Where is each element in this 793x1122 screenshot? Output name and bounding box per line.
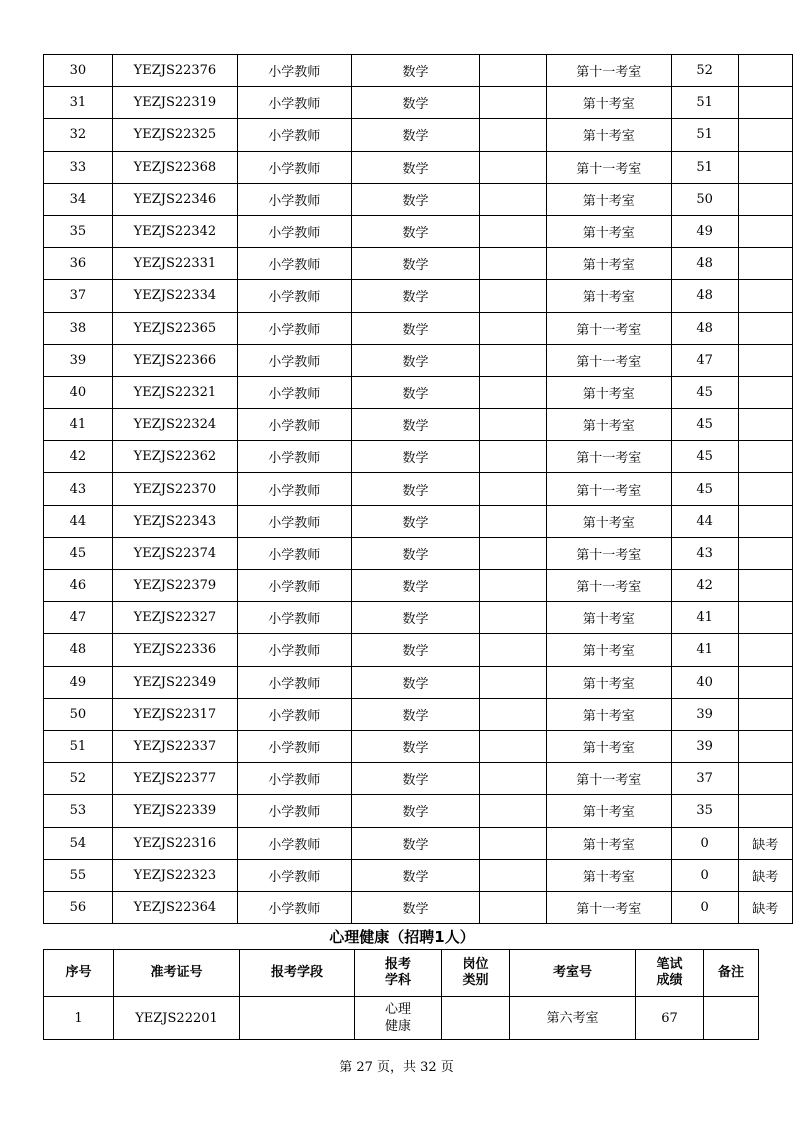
seq-cell: 42: [44, 441, 113, 473]
table-row: [44, 891, 793, 923]
seq-cell: 50: [44, 698, 113, 730]
exam-room-cell: 第十一考室: [546, 312, 671, 344]
score-cell: 49: [671, 215, 738, 247]
subject-cell: 数学: [351, 312, 480, 344]
seq-cell: 38: [44, 312, 113, 344]
column-header: 考室号: [510, 950, 636, 997]
table-row: [44, 215, 793, 247]
exam-room-cell: 第十一考室: [546, 891, 671, 923]
table-row: [44, 666, 793, 698]
stage-cell: 小学教师: [237, 505, 351, 537]
stage-cell: 小学教师: [237, 280, 351, 312]
stage-cell: 小学教师: [237, 698, 351, 730]
remark-cell: [738, 87, 792, 119]
score-cell: 45: [671, 441, 738, 473]
score-cell: 51: [671, 87, 738, 119]
post-type-cell: [480, 248, 547, 280]
seq-cell: 1: [44, 997, 114, 1040]
score-cell: 0: [671, 891, 738, 923]
exam-room-cell: 第十考室: [546, 795, 671, 827]
score-cell: 48: [671, 248, 738, 280]
score-cell: 42: [671, 570, 738, 602]
seq-cell: 49: [44, 666, 113, 698]
table-row: [44, 795, 793, 827]
post-type-cell: [480, 119, 547, 151]
seq-cell: 40: [44, 376, 113, 408]
seq-cell: 43: [44, 473, 113, 505]
exam-room-cell: 第十一考室: [546, 55, 671, 87]
page-footer: 第 27 页，共 32 页: [339, 1060, 454, 1075]
ticket-number-cell: YEZJS22324: [112, 409, 237, 441]
table-row: [44, 698, 793, 730]
exam-room-cell: 第十一考室: [546, 570, 671, 602]
score-cell: 43: [671, 537, 738, 569]
post-type-cell: [480, 441, 547, 473]
ticket-number-cell: YEZJS22323: [112, 859, 237, 891]
remark-cell: [738, 409, 792, 441]
exam-room-cell: 第十考室: [546, 119, 671, 151]
score-table-body: [44, 55, 793, 924]
subject-cell: 数学: [351, 248, 480, 280]
exam-room-cell: 第十考室: [546, 859, 671, 891]
subject-cell: 数学: [351, 570, 480, 602]
ticket-number-cell: YEZJS22346: [112, 183, 237, 215]
ticket-number-cell: YEZJS22317: [112, 698, 237, 730]
table-row: [44, 119, 793, 151]
post-type-cell: [480, 87, 547, 119]
section-table-header: [44, 950, 759, 997]
exam-room-cell: 第十一考室: [546, 763, 671, 795]
exam-room-cell: 第十考室: [546, 376, 671, 408]
table-row: [44, 248, 793, 280]
exam-room-cell: 第十考室: [546, 730, 671, 762]
seq-cell: 46: [44, 570, 113, 602]
ticket-number-cell: YEZJS22343: [112, 505, 237, 537]
exam-room-cell: 第十考室: [546, 634, 671, 666]
ticket-number-cell: YEZJS22201: [114, 997, 240, 1040]
seq-cell: 31: [44, 87, 113, 119]
post-type-cell: [480, 570, 547, 602]
column-header: 备注: [704, 950, 759, 997]
stage-cell: 小学教师: [237, 215, 351, 247]
subject-cell: 数学: [351, 537, 480, 569]
subject-cell: 数学: [351, 441, 480, 473]
remark-cell: [738, 473, 792, 505]
ticket-number-cell: YEZJS22339: [112, 795, 237, 827]
score-cell: 41: [671, 634, 738, 666]
score-cell: 39: [671, 698, 738, 730]
post-type-cell: [480, 151, 547, 183]
score-table: [43, 54, 793, 924]
exam-room-cell: 第十考室: [546, 827, 671, 859]
table-row: [44, 730, 793, 762]
table-row: [44, 997, 759, 1040]
score-cell: 40: [671, 666, 738, 698]
column-header: 岗位 类别: [442, 950, 510, 997]
score-cell: 39: [671, 730, 738, 762]
post-type-cell: [480, 827, 547, 859]
table-row: [44, 151, 793, 183]
stage-cell: 小学教师: [237, 730, 351, 762]
post-type-cell: [480, 344, 547, 376]
seq-cell: 30: [44, 55, 113, 87]
seq-cell: 51: [44, 730, 113, 762]
exam-room-cell: 第十考室: [546, 215, 671, 247]
post-type-cell: [480, 666, 547, 698]
table-row: [44, 505, 793, 537]
stage-cell: 小学教师: [237, 119, 351, 151]
subject-cell: 数学: [351, 344, 480, 376]
score-cell: 48: [671, 312, 738, 344]
ticket-number-cell: YEZJS22364: [112, 891, 237, 923]
score-cell: 35: [671, 795, 738, 827]
ticket-number-cell: YEZJS22325: [112, 119, 237, 151]
score-cell: 50: [671, 183, 738, 215]
seq-cell: 55: [44, 859, 113, 891]
remark-cell: [738, 376, 792, 408]
ticket-number-cell: YEZJS22349: [112, 666, 237, 698]
ticket-number-cell: YEZJS22370: [112, 473, 237, 505]
stage-cell: 小学教师: [237, 795, 351, 827]
remark-cell: 缺考: [738, 891, 792, 923]
remark-cell: [738, 795, 792, 827]
ticket-number-cell: YEZJS22331: [112, 248, 237, 280]
exam-room-cell: 第十考室: [546, 409, 671, 441]
post-type-cell: [480, 215, 547, 247]
post-type-cell: [480, 537, 547, 569]
exam-room-cell: 第十一考室: [546, 473, 671, 505]
subject-cell: 数学: [351, 505, 480, 537]
stage-cell: 小学教师: [237, 763, 351, 795]
seq-cell: 56: [44, 891, 113, 923]
exam-room-cell: 第六考室: [510, 997, 636, 1040]
table-row: [44, 376, 793, 408]
post-type-cell: [480, 698, 547, 730]
subject-cell: 数学: [351, 409, 480, 441]
subject-cell: 数学: [351, 827, 480, 859]
table-row: [44, 183, 793, 215]
stage-cell: 小学教师: [237, 344, 351, 376]
subject-cell: 数学: [351, 215, 480, 247]
seq-cell: 54: [44, 827, 113, 859]
post-type-cell: [480, 376, 547, 408]
stage-cell: 小学教师: [237, 473, 351, 505]
subject-cell: 数学: [351, 151, 480, 183]
ticket-number-cell: YEZJS22337: [112, 730, 237, 762]
table-row: [44, 344, 793, 376]
remark-cell: [738, 215, 792, 247]
exam-room-cell: 第十考室: [546, 248, 671, 280]
remark-cell: [738, 55, 792, 87]
remark-cell: [738, 666, 792, 698]
stage-cell: 小学教师: [237, 87, 351, 119]
score-cell: 44: [671, 505, 738, 537]
post-type-cell: [480, 473, 547, 505]
exam-room-cell: 第十一考室: [546, 344, 671, 376]
remark-cell: [738, 602, 792, 634]
seq-cell: 39: [44, 344, 113, 376]
stage-cell: 小学教师: [237, 151, 351, 183]
remark-cell: [738, 763, 792, 795]
seq-cell: 32: [44, 119, 113, 151]
subject-cell: 数学: [351, 183, 480, 215]
table-row: [44, 537, 793, 569]
ticket-number-cell: YEZJS22379: [112, 570, 237, 602]
remark-cell: [738, 151, 792, 183]
post-type-cell: [480, 795, 547, 827]
column-header: 报考学段: [240, 950, 355, 997]
stage-cell: 小学教师: [237, 248, 351, 280]
stage-cell: 小学教师: [237, 55, 351, 87]
post-type-cell: [480, 183, 547, 215]
subject-cell: 数学: [351, 891, 480, 923]
exam-room-cell: 第十一考室: [546, 441, 671, 473]
exam-room-cell: 第十考室: [546, 183, 671, 215]
ticket-number-cell: YEZJS22319: [112, 87, 237, 119]
table-row: [44, 859, 793, 891]
post-type-cell: [480, 312, 547, 344]
table-row: [44, 634, 793, 666]
stage-cell: 小学教师: [237, 409, 351, 441]
stage-cell: [240, 997, 355, 1040]
ticket-number-cell: YEZJS22316: [112, 827, 237, 859]
column-header: 序号: [44, 950, 114, 997]
table-row: [44, 441, 793, 473]
stage-cell: 小学教师: [237, 312, 351, 344]
exam-room-cell: 第十一考室: [546, 151, 671, 183]
remark-cell: [738, 730, 792, 762]
ticket-number-cell: YEZJS22374: [112, 537, 237, 569]
post-type-cell: [480, 730, 547, 762]
ticket-number-cell: YEZJS22334: [112, 280, 237, 312]
post-type-cell: [480, 634, 547, 666]
seq-cell: 41: [44, 409, 113, 441]
seq-cell: 33: [44, 151, 113, 183]
remark-cell: [738, 344, 792, 376]
section-title: 心理健康（招聘1人）: [329, 928, 475, 946]
subject-cell: 数学: [351, 119, 480, 151]
column-header: 准考证号: [114, 950, 240, 997]
score-cell: 51: [671, 119, 738, 151]
score-cell: 45: [671, 409, 738, 441]
ticket-number-cell: YEZJS22342: [112, 215, 237, 247]
remark-cell: 缺考: [738, 827, 792, 859]
seq-cell: 34: [44, 183, 113, 215]
stage-cell: 小学教师: [237, 376, 351, 408]
ticket-number-cell: YEZJS22336: [112, 634, 237, 666]
seq-cell: 44: [44, 505, 113, 537]
score-cell: 47: [671, 344, 738, 376]
remark-cell: [704, 997, 759, 1040]
score-cell: 52: [671, 55, 738, 87]
seq-cell: 53: [44, 795, 113, 827]
subject-cell: 心理 健康: [355, 997, 442, 1040]
score-cell: 51: [671, 151, 738, 183]
subject-cell: 数学: [351, 730, 480, 762]
subject-cell: 数学: [351, 634, 480, 666]
exam-room-cell: 第十考室: [546, 666, 671, 698]
subject-cell: 数学: [351, 666, 480, 698]
remark-cell: [738, 698, 792, 730]
subject-cell: 数学: [351, 602, 480, 634]
post-type-cell: [480, 891, 547, 923]
ticket-number-cell: YEZJS22365: [112, 312, 237, 344]
score-cell: 45: [671, 473, 738, 505]
ticket-number-cell: YEZJS22366: [112, 344, 237, 376]
table-row: [44, 409, 793, 441]
post-type-cell: [480, 859, 547, 891]
seq-cell: 45: [44, 537, 113, 569]
stage-cell: 小学教师: [237, 570, 351, 602]
post-type-cell: [442, 997, 510, 1040]
stage-cell: 小学教师: [237, 537, 351, 569]
remark-cell: [738, 537, 792, 569]
subject-cell: 数学: [351, 859, 480, 891]
table-row: [44, 602, 793, 634]
ticket-number-cell: YEZJS22321: [112, 376, 237, 408]
remark-cell: [738, 634, 792, 666]
stage-cell: 小学教师: [237, 891, 351, 923]
score-cell: 48: [671, 280, 738, 312]
exam-room-cell: 第十考室: [546, 698, 671, 730]
score-cell: 67: [636, 997, 704, 1040]
post-type-cell: [480, 505, 547, 537]
exam-room-cell: 第十一考室: [546, 537, 671, 569]
ticket-number-cell: YEZJS22362: [112, 441, 237, 473]
exam-room-cell: 第十考室: [546, 602, 671, 634]
remark-cell: [738, 183, 792, 215]
score-cell: 0: [671, 827, 738, 859]
table-row: [44, 827, 793, 859]
stage-cell: 小学教师: [237, 859, 351, 891]
seq-cell: 47: [44, 602, 113, 634]
subject-cell: 数学: [351, 795, 480, 827]
score-cell: 45: [671, 376, 738, 408]
subject-cell: 数学: [351, 763, 480, 795]
section-table: [43, 949, 759, 1040]
ticket-number-cell: YEZJS22376: [112, 55, 237, 87]
exam-room-cell: 第十考室: [546, 280, 671, 312]
table-row: [44, 87, 793, 119]
ticket-number-cell: YEZJS22368: [112, 151, 237, 183]
subject-cell: 数学: [351, 698, 480, 730]
table-row: [44, 55, 793, 87]
remark-cell: [738, 248, 792, 280]
subject-cell: 数学: [351, 87, 480, 119]
remark-cell: [738, 119, 792, 151]
post-type-cell: [480, 602, 547, 634]
post-type-cell: [480, 763, 547, 795]
remark-cell: [738, 570, 792, 602]
remark-cell: [738, 280, 792, 312]
stage-cell: 小学教师: [237, 827, 351, 859]
post-type-cell: [480, 55, 547, 87]
exam-room-cell: 第十考室: [546, 87, 671, 119]
seq-cell: 35: [44, 215, 113, 247]
seq-cell: 36: [44, 248, 113, 280]
section-table-body: [44, 997, 759, 1040]
score-cell: 0: [671, 859, 738, 891]
seq-cell: 37: [44, 280, 113, 312]
seq-cell: 52: [44, 763, 113, 795]
post-type-cell: [480, 280, 547, 312]
remark-cell: [738, 312, 792, 344]
table-row: [44, 280, 793, 312]
subject-cell: 数学: [351, 473, 480, 505]
column-header: 报考 学科: [355, 950, 442, 997]
ticket-number-cell: YEZJS22377: [112, 763, 237, 795]
score-cell: 37: [671, 763, 738, 795]
remark-cell: [738, 505, 792, 537]
column-header: 笔试 成绩: [636, 950, 704, 997]
score-cell: 41: [671, 602, 738, 634]
subject-cell: 数学: [351, 55, 480, 87]
table-row: [44, 312, 793, 344]
stage-cell: 小学教师: [237, 666, 351, 698]
stage-cell: 小学教师: [237, 634, 351, 666]
table-row: [44, 473, 793, 505]
table-row: [44, 763, 793, 795]
table-row: [44, 570, 793, 602]
subject-cell: 数学: [351, 376, 480, 408]
remark-cell: 缺考: [738, 859, 792, 891]
exam-room-cell: 第十考室: [546, 505, 671, 537]
stage-cell: 小学教师: [237, 441, 351, 473]
remark-cell: [738, 441, 792, 473]
seq-cell: 48: [44, 634, 113, 666]
ticket-number-cell: YEZJS22327: [112, 602, 237, 634]
stage-cell: 小学教师: [237, 602, 351, 634]
subject-cell: 数学: [351, 280, 480, 312]
post-type-cell: [480, 409, 547, 441]
stage-cell: 小学教师: [237, 183, 351, 215]
